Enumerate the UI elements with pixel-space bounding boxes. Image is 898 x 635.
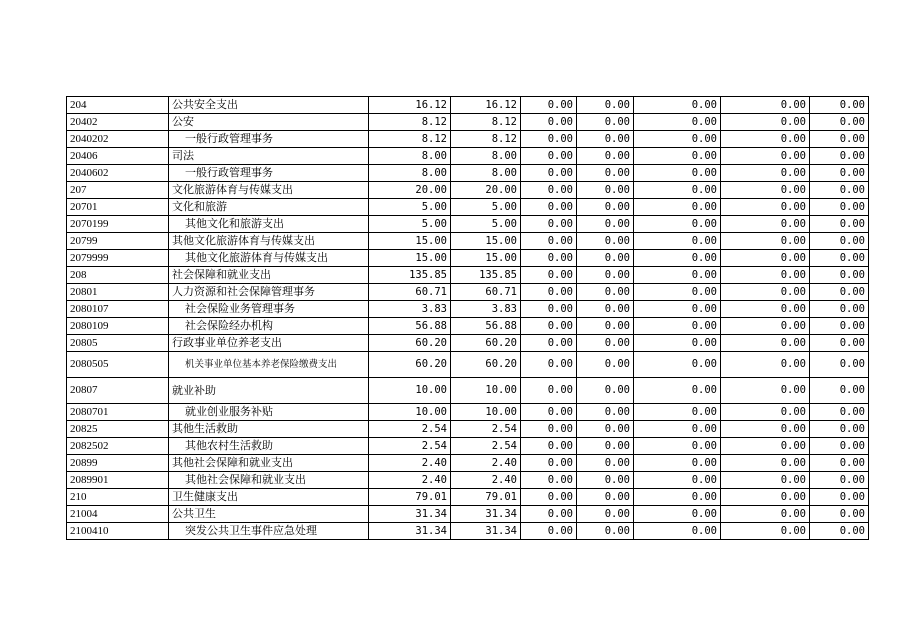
table-row (67, 216, 869, 233)
row-amount-cell: 0.00 (634, 335, 721, 352)
row-amount-cell: 0.00 (521, 472, 577, 489)
row-amount-cell: 0.00 (810, 335, 869, 352)
row-name-cell: 社会保险业务管理事务 (169, 301, 369, 318)
row-amount-cell: 0.00 (721, 148, 810, 165)
row-amount-cell: 0.00 (721, 165, 810, 182)
row-amount-cell: 0.00 (577, 182, 634, 199)
row-amount-cell: 0.00 (521, 523, 577, 540)
row-amount-cell: 0.00 (810, 318, 869, 335)
row-amount-cell: 0.00 (577, 455, 634, 472)
row-code-cell: 2040602 (67, 165, 169, 182)
row-amount-cell: 0.00 (521, 455, 577, 472)
row-amount-cell: 0.00 (577, 199, 634, 216)
row-amount-cell: 8.00 (451, 165, 521, 182)
row-amount-cell: 60.20 (451, 335, 521, 352)
row-amount-cell: 0.00 (634, 199, 721, 216)
row-name-cell: 人力资源和社会保障管理事务 (169, 284, 369, 301)
row-amount-cell: 0.00 (721, 97, 810, 114)
row-amount-cell: 79.01 (451, 489, 521, 506)
row-code-cell: 2080109 (67, 318, 169, 335)
table-row (67, 148, 869, 165)
table-row (67, 489, 869, 506)
row-amount-cell: 0.00 (577, 284, 634, 301)
row-amount-cell: 0.00 (521, 267, 577, 284)
row-amount-cell: 0.00 (577, 352, 634, 378)
row-amount-cell: 0.00 (577, 523, 634, 540)
row-amount-cell: 60.71 (451, 284, 521, 301)
row-amount-cell: 0.00 (810, 199, 869, 216)
row-amount-cell: 0.00 (810, 182, 869, 199)
row-amount-cell: 15.00 (451, 250, 521, 267)
row-amount-cell: 0.00 (521, 199, 577, 216)
row-code-cell: 20701 (67, 199, 169, 216)
table-row (67, 250, 869, 267)
row-amount-cell: 135.85 (451, 267, 521, 284)
row-amount-cell: 2.40 (451, 455, 521, 472)
row-name-cell: 突发公共卫生事件应急处理 (169, 523, 369, 540)
row-amount-cell: 2.54 (369, 438, 451, 455)
row-code-cell: 20899 (67, 455, 169, 472)
table-row (67, 182, 869, 199)
row-amount-cell: 10.00 (369, 378, 451, 404)
row-amount-cell: 0.00 (634, 318, 721, 335)
table-row (67, 318, 869, 335)
row-amount-cell: 3.83 (369, 301, 451, 318)
row-amount-cell: 0.00 (521, 335, 577, 352)
row-amount-cell: 0.00 (634, 165, 721, 182)
row-amount-cell: 8.00 (369, 148, 451, 165)
row-amount-cell: 0.00 (521, 421, 577, 438)
row-amount-cell: 0.00 (577, 216, 634, 233)
row-amount-cell: 2.40 (369, 472, 451, 489)
row-amount-cell: 0.00 (634, 284, 721, 301)
table-row (67, 301, 869, 318)
row-amount-cell: 0.00 (577, 421, 634, 438)
row-amount-cell: 0.00 (577, 404, 634, 421)
row-amount-cell: 0.00 (810, 404, 869, 421)
row-amount-cell: 0.00 (810, 455, 869, 472)
row-amount-cell: 0.00 (721, 318, 810, 335)
row-amount-cell: 0.00 (577, 472, 634, 489)
row-code-cell: 210 (67, 489, 169, 506)
row-amount-cell: 5.00 (369, 199, 451, 216)
table-row (67, 114, 869, 131)
row-amount-cell: 60.20 (369, 335, 451, 352)
row-code-cell: 20805 (67, 335, 169, 352)
row-name-cell: 司法 (169, 148, 369, 165)
row-amount-cell: 0.00 (810, 352, 869, 378)
row-amount-cell: 15.00 (369, 233, 451, 250)
row-amount-cell: 0.00 (721, 199, 810, 216)
row-amount-cell: 15.00 (451, 233, 521, 250)
row-amount-cell: 0.00 (634, 216, 721, 233)
row-name-cell: 公安 (169, 114, 369, 131)
row-code-cell: 2100410 (67, 523, 169, 540)
row-name-cell: 其他社会保障和就业支出 (169, 455, 369, 472)
row-amount-cell: 20.00 (369, 182, 451, 199)
row-name-cell: 一般行政管理事务 (169, 165, 369, 182)
row-amount-cell: 0.00 (810, 284, 869, 301)
table-row (67, 199, 869, 216)
table-row (67, 506, 869, 523)
row-name-cell: 文化和旅游 (169, 199, 369, 216)
row-amount-cell: 0.00 (577, 378, 634, 404)
row-code-cell: 21004 (67, 506, 169, 523)
row-amount-cell: 0.00 (634, 455, 721, 472)
table-row (67, 378, 869, 404)
row-amount-cell: 0.00 (521, 506, 577, 523)
row-code-cell: 2089901 (67, 472, 169, 489)
row-amount-cell: 0.00 (721, 378, 810, 404)
row-amount-cell: 0.00 (577, 335, 634, 352)
row-amount-cell: 0.00 (721, 233, 810, 250)
row-amount-cell: 0.00 (810, 148, 869, 165)
row-amount-cell: 0.00 (521, 301, 577, 318)
row-amount-cell: 0.00 (721, 267, 810, 284)
row-code-cell: 2080107 (67, 301, 169, 318)
row-amount-cell: 0.00 (577, 165, 634, 182)
row-amount-cell: 0.00 (721, 335, 810, 352)
row-amount-cell: 0.00 (521, 352, 577, 378)
row-amount-cell: 0.00 (810, 506, 869, 523)
row-amount-cell: 0.00 (810, 165, 869, 182)
row-amount-cell: 0.00 (634, 438, 721, 455)
row-amount-cell: 0.00 (521, 148, 577, 165)
row-amount-cell: 60.20 (451, 352, 521, 378)
row-code-cell: 2070199 (67, 216, 169, 233)
row-amount-cell: 8.12 (369, 114, 451, 131)
row-amount-cell: 0.00 (577, 318, 634, 335)
row-name-cell: 公共卫生 (169, 506, 369, 523)
row-amount-cell: 3.83 (451, 301, 521, 318)
row-amount-cell: 0.00 (721, 438, 810, 455)
table-row (67, 472, 869, 489)
row-amount-cell: 8.12 (451, 131, 521, 148)
row-amount-cell: 0.00 (810, 301, 869, 318)
table-row (67, 404, 869, 421)
row-amount-cell: 31.34 (369, 523, 451, 540)
row-amount-cell: 0.00 (810, 97, 869, 114)
row-code-cell: 2079999 (67, 250, 169, 267)
row-name-cell: 公共安全支出 (169, 97, 369, 114)
table-row (67, 438, 869, 455)
row-code-cell: 204 (67, 97, 169, 114)
row-amount-cell: 0.00 (634, 352, 721, 378)
row-amount-cell: 0.00 (721, 301, 810, 318)
row-amount-cell: 0.00 (634, 131, 721, 148)
row-amount-cell: 0.00 (721, 523, 810, 540)
table-body (67, 97, 869, 540)
row-amount-cell: 0.00 (577, 506, 634, 523)
row-code-cell: 2082502 (67, 438, 169, 455)
row-amount-cell: 56.88 (369, 318, 451, 335)
table-row (67, 284, 869, 301)
row-amount-cell: 0.00 (521, 489, 577, 506)
row-code-cell: 20402 (67, 114, 169, 131)
row-amount-cell: 0.00 (634, 378, 721, 404)
row-amount-cell: 0.00 (577, 301, 634, 318)
row-amount-cell: 0.00 (634, 267, 721, 284)
row-amount-cell: 2.40 (451, 472, 521, 489)
row-amount-cell: 20.00 (451, 182, 521, 199)
row-amount-cell: 8.00 (451, 148, 521, 165)
row-amount-cell: 0.00 (810, 438, 869, 455)
row-amount-cell: 0.00 (721, 421, 810, 438)
row-amount-cell: 2.40 (369, 455, 451, 472)
row-amount-cell: 0.00 (634, 421, 721, 438)
row-name-cell: 其他社会保障和就业支出 (169, 472, 369, 489)
row-code-cell: 207 (67, 182, 169, 199)
row-amount-cell: 0.00 (634, 523, 721, 540)
row-name-cell: 一般行政管理事务 (169, 131, 369, 148)
table-row (67, 523, 869, 540)
row-name-cell: 其他文化旅游体育与传媒支出 (169, 250, 369, 267)
row-amount-cell: 0.00 (521, 250, 577, 267)
row-amount-cell: 5.00 (369, 216, 451, 233)
row-amount-cell: 0.00 (721, 114, 810, 131)
row-amount-cell: 60.71 (369, 284, 451, 301)
row-amount-cell: 56.88 (451, 318, 521, 335)
row-name-cell: 卫生健康支出 (169, 489, 369, 506)
row-amount-cell: 0.00 (721, 404, 810, 421)
row-amount-cell: 0.00 (721, 131, 810, 148)
row-amount-cell: 0.00 (521, 318, 577, 335)
row-amount-cell: 0.00 (521, 216, 577, 233)
row-name-cell: 其他文化和旅游支出 (169, 216, 369, 233)
budget-table-page (66, 96, 869, 540)
row-amount-cell: 5.00 (451, 199, 521, 216)
row-amount-cell: 0.00 (577, 233, 634, 250)
row-amount-cell: 0.00 (721, 216, 810, 233)
row-name-cell: 其他农村生活救助 (169, 438, 369, 455)
row-code-cell: 208 (67, 267, 169, 284)
row-amount-cell: 0.00 (521, 438, 577, 455)
row-name-cell: 社会保障和就业支出 (169, 267, 369, 284)
row-amount-cell: 0.00 (521, 114, 577, 131)
row-amount-cell: 0.00 (634, 489, 721, 506)
row-name-cell: 就业补助 (169, 378, 369, 404)
row-amount-cell: 0.00 (634, 250, 721, 267)
row-amount-cell: 0.00 (721, 506, 810, 523)
row-name-cell: 就业创业服务补贴 (169, 404, 369, 421)
row-amount-cell: 0.00 (521, 131, 577, 148)
row-amount-cell: 5.00 (451, 216, 521, 233)
table-row (67, 97, 869, 114)
row-amount-cell: 0.00 (577, 131, 634, 148)
row-amount-cell: 0.00 (577, 267, 634, 284)
row-amount-cell: 0.00 (521, 378, 577, 404)
row-amount-cell: 0.00 (634, 472, 721, 489)
row-amount-cell: 0.00 (634, 114, 721, 131)
row-amount-cell: 0.00 (577, 250, 634, 267)
row-amount-cell: 0.00 (634, 148, 721, 165)
row-amount-cell: 0.00 (810, 233, 869, 250)
row-amount-cell: 0.00 (521, 233, 577, 250)
row-amount-cell: 2.54 (369, 421, 451, 438)
row-amount-cell: 0.00 (810, 216, 869, 233)
row-amount-cell: 8.12 (451, 114, 521, 131)
row-amount-cell: 0.00 (810, 267, 869, 284)
table-row (67, 352, 869, 378)
row-name-cell: 文化旅游体育与传媒支出 (169, 182, 369, 199)
row-name-cell: 其他生活救助 (169, 421, 369, 438)
row-code-cell: 2080701 (67, 404, 169, 421)
row-amount-cell: 60.20 (369, 352, 451, 378)
table-row (67, 131, 869, 148)
table-row (67, 267, 869, 284)
row-amount-cell: 31.34 (451, 523, 521, 540)
row-amount-cell: 0.00 (810, 472, 869, 489)
row-amount-cell: 0.00 (634, 404, 721, 421)
row-code-cell: 2040202 (67, 131, 169, 148)
row-name-cell: 社会保险经办机构 (169, 318, 369, 335)
row-code-cell: 20406 (67, 148, 169, 165)
row-amount-cell: 0.00 (810, 378, 869, 404)
row-amount-cell: 0.00 (521, 284, 577, 301)
row-amount-cell: 0.00 (810, 250, 869, 267)
row-amount-cell: 0.00 (634, 182, 721, 199)
row-code-cell: 2080505 (67, 352, 169, 378)
row-amount-cell: 2.54 (451, 421, 521, 438)
row-amount-cell: 10.00 (451, 378, 521, 404)
table-row (67, 233, 869, 250)
row-code-cell: 20807 (67, 378, 169, 404)
row-amount-cell: 31.34 (451, 506, 521, 523)
row-amount-cell: 0.00 (521, 165, 577, 182)
row-amount-cell: 31.34 (369, 506, 451, 523)
table-row (67, 421, 869, 438)
row-amount-cell: 0.00 (521, 97, 577, 114)
table-row (67, 455, 869, 472)
row-name-cell: 其他文化旅游体育与传媒支出 (169, 233, 369, 250)
row-amount-cell: 0.00 (721, 352, 810, 378)
row-amount-cell: 16.12 (369, 97, 451, 114)
row-amount-cell: 0.00 (521, 404, 577, 421)
row-amount-cell: 0.00 (810, 421, 869, 438)
row-amount-cell: 79.01 (369, 489, 451, 506)
row-amount-cell: 135.85 (369, 267, 451, 284)
row-code-cell: 20825 (67, 421, 169, 438)
row-amount-cell: 15.00 (369, 250, 451, 267)
row-amount-cell: 0.00 (634, 97, 721, 114)
row-amount-cell: 0.00 (721, 455, 810, 472)
table-row (67, 335, 869, 352)
row-amount-cell: 0.00 (577, 489, 634, 506)
row-amount-cell: 8.12 (369, 131, 451, 148)
row-amount-cell: 0.00 (577, 438, 634, 455)
row-amount-cell: 0.00 (721, 250, 810, 267)
expenditure-table (66, 96, 869, 540)
row-amount-cell: 0.00 (634, 233, 721, 250)
row-amount-cell: 0.00 (810, 131, 869, 148)
row-code-cell: 20801 (67, 284, 169, 301)
row-name-cell: 机关事业单位基本养老保险缴费支出 (169, 352, 369, 378)
row-amount-cell: 0.00 (721, 472, 810, 489)
row-code-cell: 20799 (67, 233, 169, 250)
row-amount-cell: 8.00 (369, 165, 451, 182)
row-name-cell: 行政事业单位养老支出 (169, 335, 369, 352)
row-amount-cell: 0.00 (721, 489, 810, 506)
row-amount-cell: 0.00 (721, 284, 810, 301)
table-row (67, 165, 869, 182)
row-amount-cell: 10.00 (451, 404, 521, 421)
row-amount-cell: 0.00 (577, 97, 634, 114)
row-amount-cell: 0.00 (577, 148, 634, 165)
row-amount-cell: 0.00 (577, 114, 634, 131)
row-amount-cell: 16.12 (451, 97, 521, 114)
row-amount-cell: 0.00 (810, 114, 869, 131)
row-amount-cell: 0.00 (721, 182, 810, 199)
row-amount-cell: 0.00 (634, 506, 721, 523)
row-amount-cell: 0.00 (521, 182, 577, 199)
row-amount-cell: 0.00 (634, 301, 721, 318)
row-amount-cell: 2.54 (451, 438, 521, 455)
row-amount-cell: 0.00 (810, 489, 869, 506)
row-amount-cell: 10.00 (369, 404, 451, 421)
row-amount-cell: 0.00 (810, 523, 869, 540)
